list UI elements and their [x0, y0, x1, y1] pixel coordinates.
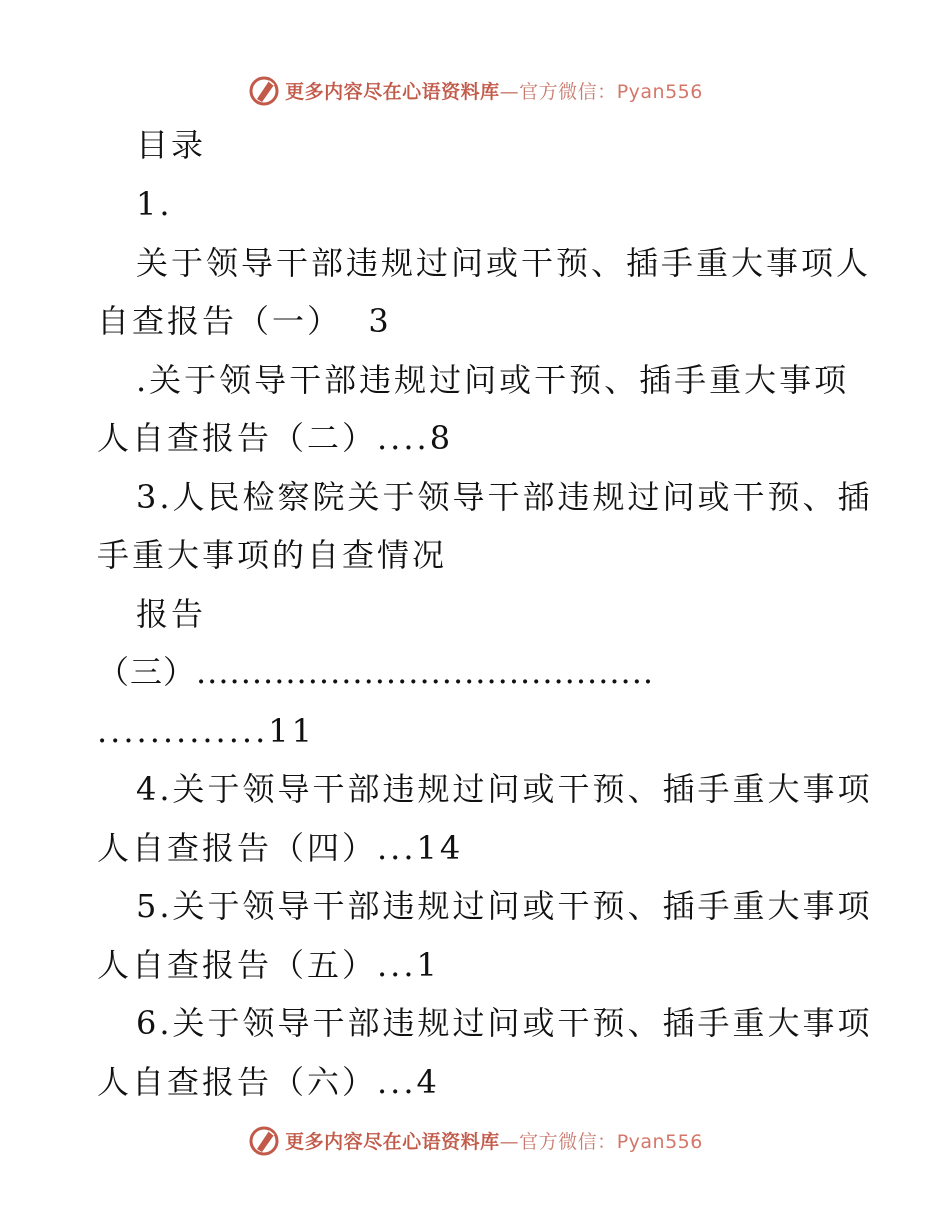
watermark-separator: —: [499, 1130, 520, 1153]
toc-line: 1.: [136, 185, 173, 223]
toc-line: 人自查报告（二）....8: [97, 419, 454, 457]
pen-nib-logo-icon: [247, 73, 281, 107]
toc-line: 人自查报告（四）...14: [97, 829, 464, 867]
watermark-wechat-label: 官方微信：: [519, 80, 617, 103]
toc-heading: 目录: [136, 126, 207, 164]
watermark-site-name: 更多内容尽在心语资料库: [285, 1130, 500, 1153]
toc-line: 自查报告（一） 3: [97, 302, 392, 340]
watermark-site-name: 更多内容尽在心语资料库: [285, 80, 500, 103]
toc-line: 人自查报告（六）...4: [97, 1063, 440, 1101]
toc-line: 人自查报告（五）...1: [97, 946, 440, 984]
toc-line: .............11: [97, 712, 315, 750]
header-watermark: [0, 70, 950, 110]
toc-line: 6.关于领导干部违规过问或干预、插手重大事项: [136, 1004, 873, 1042]
toc-line: 手重大事项的自查情况: [97, 536, 448, 574]
footer-watermark: [0, 1120, 950, 1160]
toc-line: 关于领导干部违规过问或干预、插手重大事项人: [136, 244, 872, 282]
watermark-wechat-id: Pyan556: [616, 80, 703, 103]
watermark-wechat-id: Pyan556: [616, 1130, 703, 1153]
toc-line: 4.关于领导干部违规过问或干预、插手重大事项: [136, 770, 873, 808]
toc-line: .关于领导干部违规过问或干预、插手重大事项: [136, 361, 850, 399]
pen-nib-logo-icon: [247, 1123, 281, 1157]
watermark-wechat-label: 官方微信：: [519, 1130, 617, 1153]
toc-line: （三）.........................................: [97, 653, 655, 691]
watermark-separator: —: [499, 80, 520, 103]
toc-line: 报告: [136, 595, 207, 633]
toc-line: 3.人民检察院关于领导干部违规过问或干预、插: [136, 478, 873, 516]
toc-line: 5.关于领导干部违规过问或干预、插手重大事项: [136, 887, 873, 925]
